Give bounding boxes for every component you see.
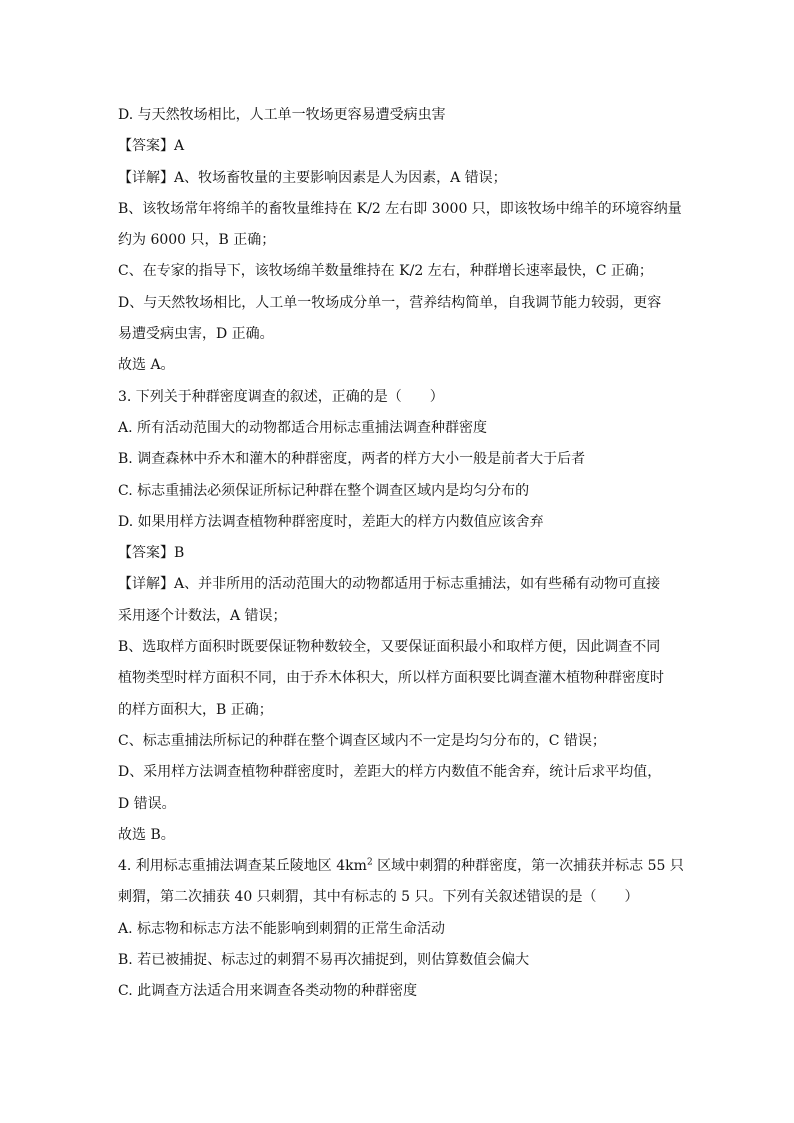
explanation-line: 约为 6000 只，B 正确；	[118, 232, 276, 249]
explanation-line: 植物类型时样方面积不同，由于乔木体积大，所以样方面积要比调查灌木植物种群密度时	[118, 670, 664, 687]
explanation-line: D 错误。	[118, 795, 176, 812]
question-4-option-c: C. 此调查方法适合用来调查各类动物的种群密度	[118, 983, 418, 1000]
explanation-line: B、选取样方面积时既要保证物种数较全，又要保证面积最小和取样方便，因此调查不同	[118, 639, 661, 656]
choice-line: 故选 A。	[118, 357, 175, 374]
question-4-text-a: 4. 利用标志重捕法调查某丘陵地区 4km	[118, 858, 367, 875]
explanation-line: 【详解】A、牧场畜牧量的主要影响因素是人为因素，A 错误；	[118, 169, 507, 186]
superscript-two: 2	[366, 857, 373, 868]
explanation-line: 易遭受病虫害，D 正确。	[118, 326, 274, 343]
choice-line: 故选 B。	[118, 826, 175, 843]
explanation-line: C、在专家的指导下，该牧场绵羊数量维持在 K/2 左右，种群增长速率最快，C 正确；	[118, 263, 653, 280]
question-4-option-b: B. 若已被捕捉、标志过的刺猬不易再次捕捉到，则估算数值会偏大	[118, 952, 530, 969]
question-3-option-b: B. 调查森林中乔木和灌木的种群密度，两者的样方大小一般是前者大于后者	[118, 451, 586, 468]
question-3-option-c: C. 标志重捕法必须保证所标记种群在整个调查区域内是均匀分布的	[118, 482, 530, 499]
question-3-stem: 3. 下列关于种群密度调查的叙述，正确的是（ ）	[118, 388, 444, 405]
option-d-line: D. 与天然牧场相比，人工单一牧场更容易遭受病虫害	[118, 107, 446, 123]
question-4-stem-line-1	[118, 851, 684, 882]
explanation-line: B、该牧场常年将绵羊的畜牧量维持在 K/2 左右即 3000 只，即该牧场中绵羊的环境容纳量	[118, 200, 682, 217]
question-4-text-b: 区域中刺猬的种群密度，第一次捕获并标志 55 只	[372, 858, 684, 875]
explanation-line: C、标志重捕法所标记的种群在整个调查区域内不一定是均匀分布的，C 错误；	[118, 732, 606, 749]
question-3-option-a: A. 所有活动范围大的动物都适合用标志重捕法调查种群密度	[118, 419, 488, 436]
question-4-stem-line-2: 刺猬，第二次捕获 40 只刺猬，其中有标志的 5 只。下列有关叙述错误的是（ ）	[118, 889, 639, 906]
explanation-line: 【详解】A、并非所用的活动范围大的动物都适用于标志重捕法，如有些稀有动物可直接	[118, 576, 661, 593]
question-3-option-d: D. 如果用样方法调查植物种群密度时，差距大的样方内数值应该舍弃	[118, 513, 544, 530]
explanation-line: D、采用样方法调查植物种群密度时，差距大的样方内数值不能舍弃，统计后求平均值，	[118, 764, 662, 781]
explanation-line: 采用逐个计数法，A 错误；	[118, 607, 287, 624]
explanation-line: 的样方面积大，B 正确；	[118, 701, 273, 718]
answer-label: 【答案】A	[118, 138, 185, 155]
answer-label: 【答案】B	[118, 545, 185, 562]
question-4-option-a: A. 标志物和标志方法不能影响到刺猬的正常生命活动	[118, 920, 446, 937]
page-content	[118, 100, 684, 1008]
explanation-line: D、与天然牧场相比，人工单一牧场成分单一，营养结构简单，自我调节能力较弱，更容	[118, 294, 662, 311]
